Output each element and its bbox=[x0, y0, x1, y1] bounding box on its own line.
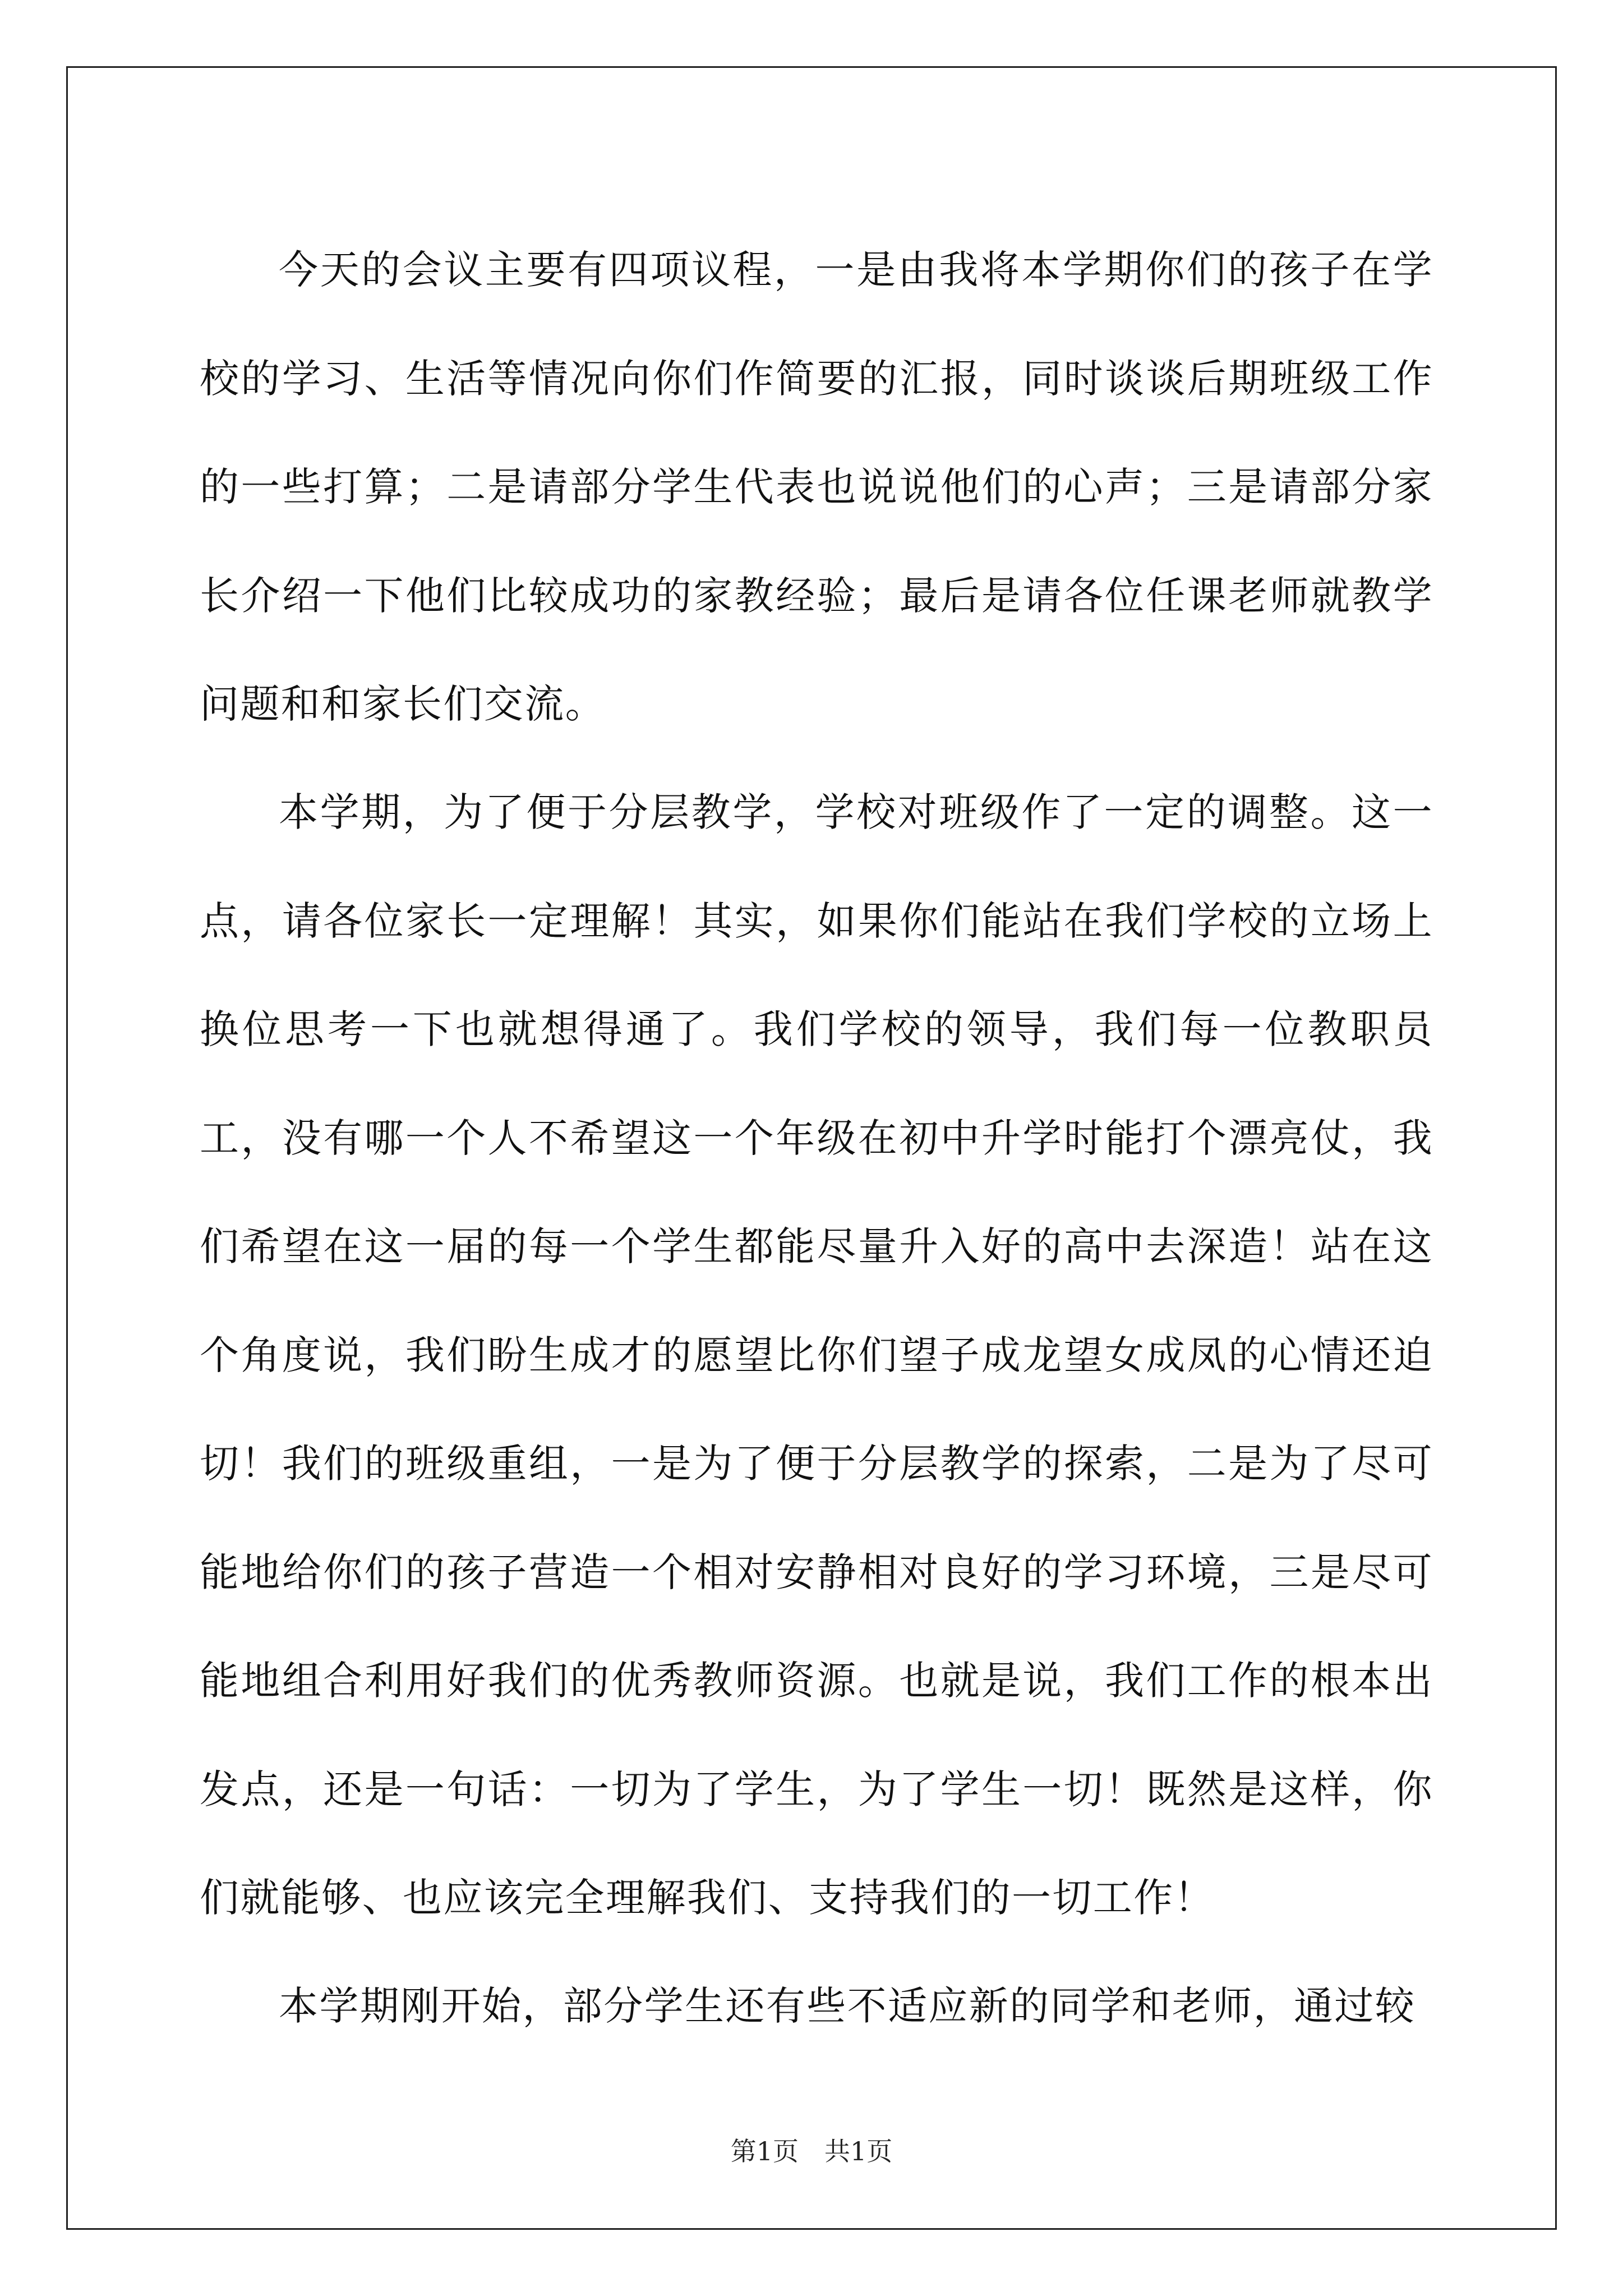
page-footer: 第1页 共1页 bbox=[730, 2136, 893, 2166]
paragraph-class-adjustment: 本学期，为了便于分层教学，学校对班级作了一定的调整。这一点，请各位家长一定理解！其实，如果你们能站在我们学校的立场上换位思考一下也就想得通了。我们学校的领导，我们每一位教职员工，没有哪一个人不希望这一个年级在初中升学时能打个漂亮仗，我们希望在这一届的每一个学生都能尽量升入好的高中去深造！站在这个角度说，我们盼生成才的愿望比你们望子成龙望女成凤的心情还迫切！我们的班级重组，一是为了便于分层教学的探索，二是为了尽可能地给你们的孩子营造一个相对安静相对良好的学习环境，三是尽可能地组合利用好我们的优秀教师资源。也就是说，我们工作的根本出发点，还是一句话：一切为了学生，为了学生一切！既然是这样，你们就能够、也应该完全理解我们、支持我们的一切工作！ bbox=[200, 789, 1433, 1921]
paragraph-agenda: 今天的会议主要有四项议程，一是由我将本学期你们的孩子在学校的学习、生活等情况向你们作简要的汇报，同时谈谈后期班级工作的一些打算；二是请部分学生代表也说说他们的心声；三是请部分家长介绍一下他们比较成功的家教经验；最后是请各位任课老师就教学问题和和家长们交流。 bbox=[200, 247, 1433, 727]
document-body bbox=[200, 216, 1433, 2061]
paragraph-semester-start: 本学期刚开始，部分学生还有些不适应新的同学和老师，通过较 bbox=[279, 1983, 1416, 2029]
